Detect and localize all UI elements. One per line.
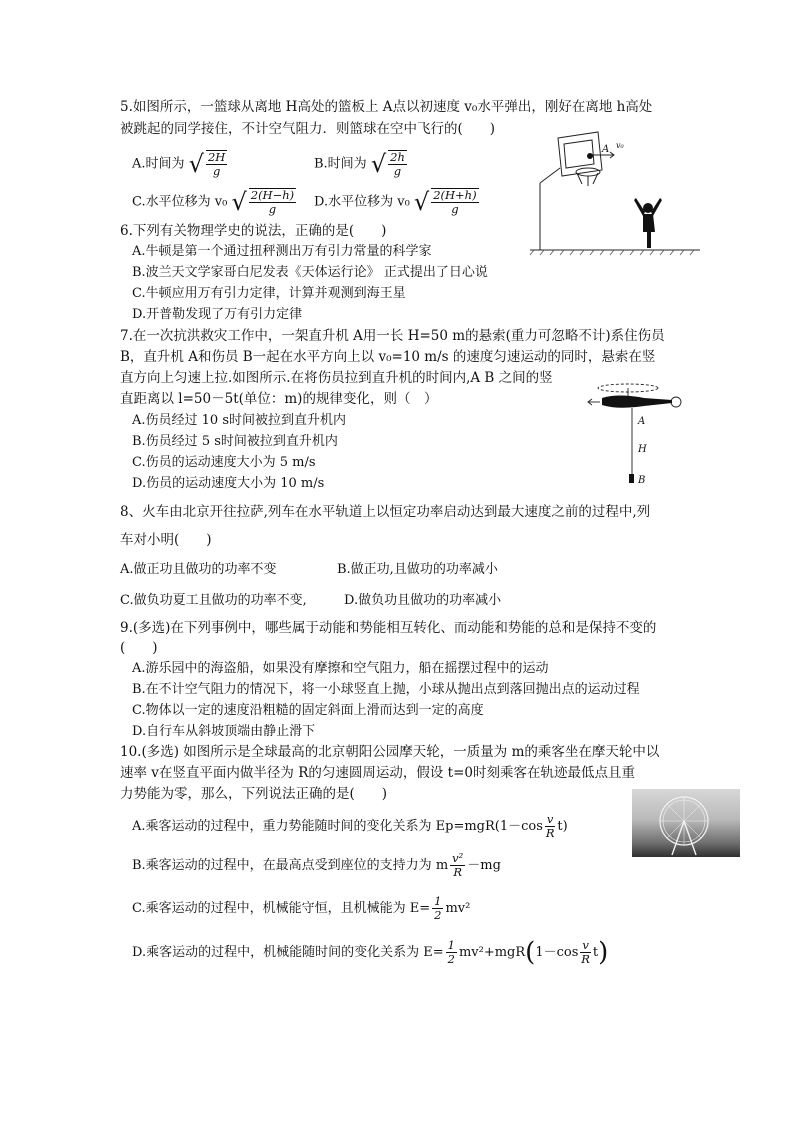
q6-option-b: B.波兰天文学家哥白尼发表《天体运行论》 正式提出了日心说 [132, 265, 488, 280]
fig-label-h: H [638, 444, 647, 455]
q5-d-numerator: 2(H+h) [433, 188, 477, 202]
q10-d-paren-close: ) [598, 937, 609, 968]
ball-point-a [587, 153, 593, 159]
ground-hatch [530, 250, 694, 255]
q5-option-c [132, 188, 298, 216]
sqrt-symbol: √ $\frac{2(H-h)}{g}$ [231, 188, 295, 216]
q7-stem-line2: B，直升机 A和伤员 B一起在水平方向上以 v₀=10 m/s 的速度匀速运动的同时，悬索在竖 [120, 349, 656, 365]
q9-option-a: A.游乐园中的海盗船，如果没有摩擦和空气阻力，船在摇摆过程中的运动 [132, 661, 549, 676]
q7-option-b: B.伤员经过 5 s时间被拉到直升机内 [132, 434, 338, 449]
q8-option-a: A.做正功且做功的功率不变 [120, 562, 277, 577]
ferris-wheel-photo [632, 789, 740, 857]
q10-c-tail: mv² [445, 901, 471, 916]
q7-stem-line4: 直距离以 l=50－5t(单位：m)的规律变化，则（ ） [120, 391, 438, 407]
q6-option-a: A.牛顿是第一个通过扭秤测出万有引力常量的科学家 [132, 244, 432, 259]
q5-option-d-label: D.水平位移为 v₀ [314, 194, 410, 210]
q5-b-numerator: 2h [390, 150, 405, 164]
tail-rotor [671, 397, 681, 407]
fig-label-a: A [638, 416, 646, 427]
q5-option-a [132, 150, 229, 178]
q10-c-numerator: 1 [434, 894, 442, 908]
q10-option-a [132, 813, 568, 840]
q10-option-a-label: A.乘客运动的过程中，重力势能随时间的变化关系为 Ep=mgR(1－cos [132, 819, 543, 834]
q10-d-t: t [592, 945, 599, 960]
q5-b-denominator: g [393, 164, 402, 178]
q10-d-numerator: 1 [447, 938, 455, 952]
q10-d-cos: 1－cos [535, 945, 579, 960]
q10-d-denominator: 2 [447, 952, 455, 966]
q10-c-denominator: 2 [434, 908, 442, 922]
q10-option-d-label: D.乘客运动的过程中，机械能随时间的变化关系为 E= [132, 945, 444, 960]
q8-stem-line2: 车对小明( ) [120, 532, 212, 548]
q5-c-denominator: g [268, 202, 277, 216]
q8-option-c: C.做负功夏工且做功的功率不变, [120, 593, 307, 608]
q5-d-denominator: g [451, 202, 459, 216]
q10-a-numerator: v [546, 812, 554, 826]
q7-stem-line1: 7.在一次抗洪救灾工作中，一架直升机 A用一长 H=50 m的悬索(重力可忽略不计)系住伤员 [120, 328, 665, 344]
q5-a-numerator: 2H [207, 150, 226, 164]
q9-option-b: B.在不计空气阻力的情况下，将一小球竖直上抛，小球从抛出点到落回抛出点的运动过程 [132, 682, 640, 697]
q9-option-d: D.自行车从斜坡顶端由静止滑下 [132, 724, 316, 739]
sqrt-symbol: √ $\frac{2h}{g}$ [370, 150, 405, 178]
q8-option-d: D.做负功且做功的功率减小 [344, 593, 502, 608]
q5-option-a-label: A.时间为 [132, 156, 185, 172]
q5-option-d [314, 188, 481, 216]
q6-stem: 6.下列有关物理学史的说法，正确的是( ) [120, 223, 387, 239]
q8-option-b: B.做正功,且做功的功率减小 [337, 562, 498, 577]
q7-stem-line3: 直方向上匀速上拉.如图所示.在将伤员拉到直升机的时间内,A B 之间的竖 [120, 370, 553, 386]
q5-option-b-label: B.时间为 [314, 156, 367, 172]
q9-stem-line1: 9.(多选)在下列事例中，哪些属于动能和势能相互转化、而动能和势能的总和是保持不变的 [120, 620, 657, 636]
q7-option-d: D.伤员的运动速度大小为 10 m/s [132, 476, 325, 491]
ferris-wheel-drawing [632, 789, 740, 857]
q10-option-b-label: B.乘客运动的过程中，在最高点受到座位的支持力为 m [132, 858, 449, 873]
q10-option-c-label: C.乘客运动的过程中，机械能守恒，且机械能为 E= [132, 901, 431, 916]
injured-person [629, 474, 634, 483]
q7-option-c: C.伤员的运动速度大小为 5 m/s [132, 455, 316, 470]
fig-label-b: B [638, 475, 646, 486]
fig-label-v0: v₀ [616, 141, 624, 150]
q10-d-mid: mv²+mgR [458, 945, 526, 960]
q5-c-numerator: 2(H−h) [250, 188, 295, 202]
q5-stem-line2: 被跳起的同学接住，不计空气阻力．则篮球在空中飞行的( ) [120, 121, 496, 137]
sqrt-symbol: √ $\frac{2H}{g}$ [188, 150, 226, 178]
q10-d-denominator-2: R [581, 952, 590, 966]
q10-option-c [132, 895, 470, 922]
q10-stem-line1: 10.(多选) 如图所示是全球最高的北京朝阳公园摩天轮，一质量为 m的乘客坐在摩天轮中以 [120, 744, 660, 760]
helicopter-body [602, 396, 672, 408]
sqrt-symbol: √ $\frac{2(H+h)}{g}$ [413, 188, 477, 216]
q9-stem-line2: ( ) [120, 640, 158, 656]
q8-stem-line1: 8、火车由北京开往拉萨,列车在水平轨道上以恒定功率启动达到最大速度之前的过程中,列 [120, 504, 651, 520]
q5-option-b [314, 150, 409, 178]
q10-d-paren-open: ( [525, 937, 536, 968]
student-silhouette [634, 198, 662, 248]
helicopter-figure [588, 380, 688, 490]
q10-stem-line3: 力势能为零，那么，下列说法正确的是( ) [120, 786, 388, 802]
q10-stem-line2: 速率 v在竖直平面内做半径为 R的匀速圆周运动，假设 t=0时刻乘客在轨迹最低点且重 [120, 765, 635, 781]
fig-label-a: A [602, 144, 610, 155]
q6-option-c: C.牛顿应用万有引力定律，计算并观测到海王星 [132, 286, 406, 301]
basketball-figure [530, 128, 700, 258]
q5-option-c-label: C.水平位移为 v₀ [132, 194, 228, 210]
q5-a-denominator: g [212, 164, 221, 178]
q6-option-d: D.开普勒发现了万有引力定律 [132, 307, 303, 322]
q10-option-d [132, 939, 608, 966]
q10-b-numerator: v² [452, 851, 464, 865]
q9-option-c: C.物体以一定的速度沿粗糙的固定斜面上滑而达到一定的高度 [132, 703, 484, 718]
q10-b-denominator: R [453, 865, 463, 879]
q10-option-b [132, 852, 501, 879]
q5-stem-line1: 5.如图所示，一篮球从离地 H高处的篮板上 A点以初速度 v₀水平弹出，刚好在离地 h高处 [120, 99, 653, 115]
q7-option-a: A.伤员经过 10 s时间被拉到直升机内 [132, 413, 346, 428]
q10-a-denominator: R [545, 826, 555, 840]
hoop-arm [540, 168, 560, 183]
q10-b-tail: －mg [467, 858, 501, 873]
q10-a-tail: t) [557, 819, 568, 834]
q10-d-numerator-2: v [582, 938, 589, 952]
